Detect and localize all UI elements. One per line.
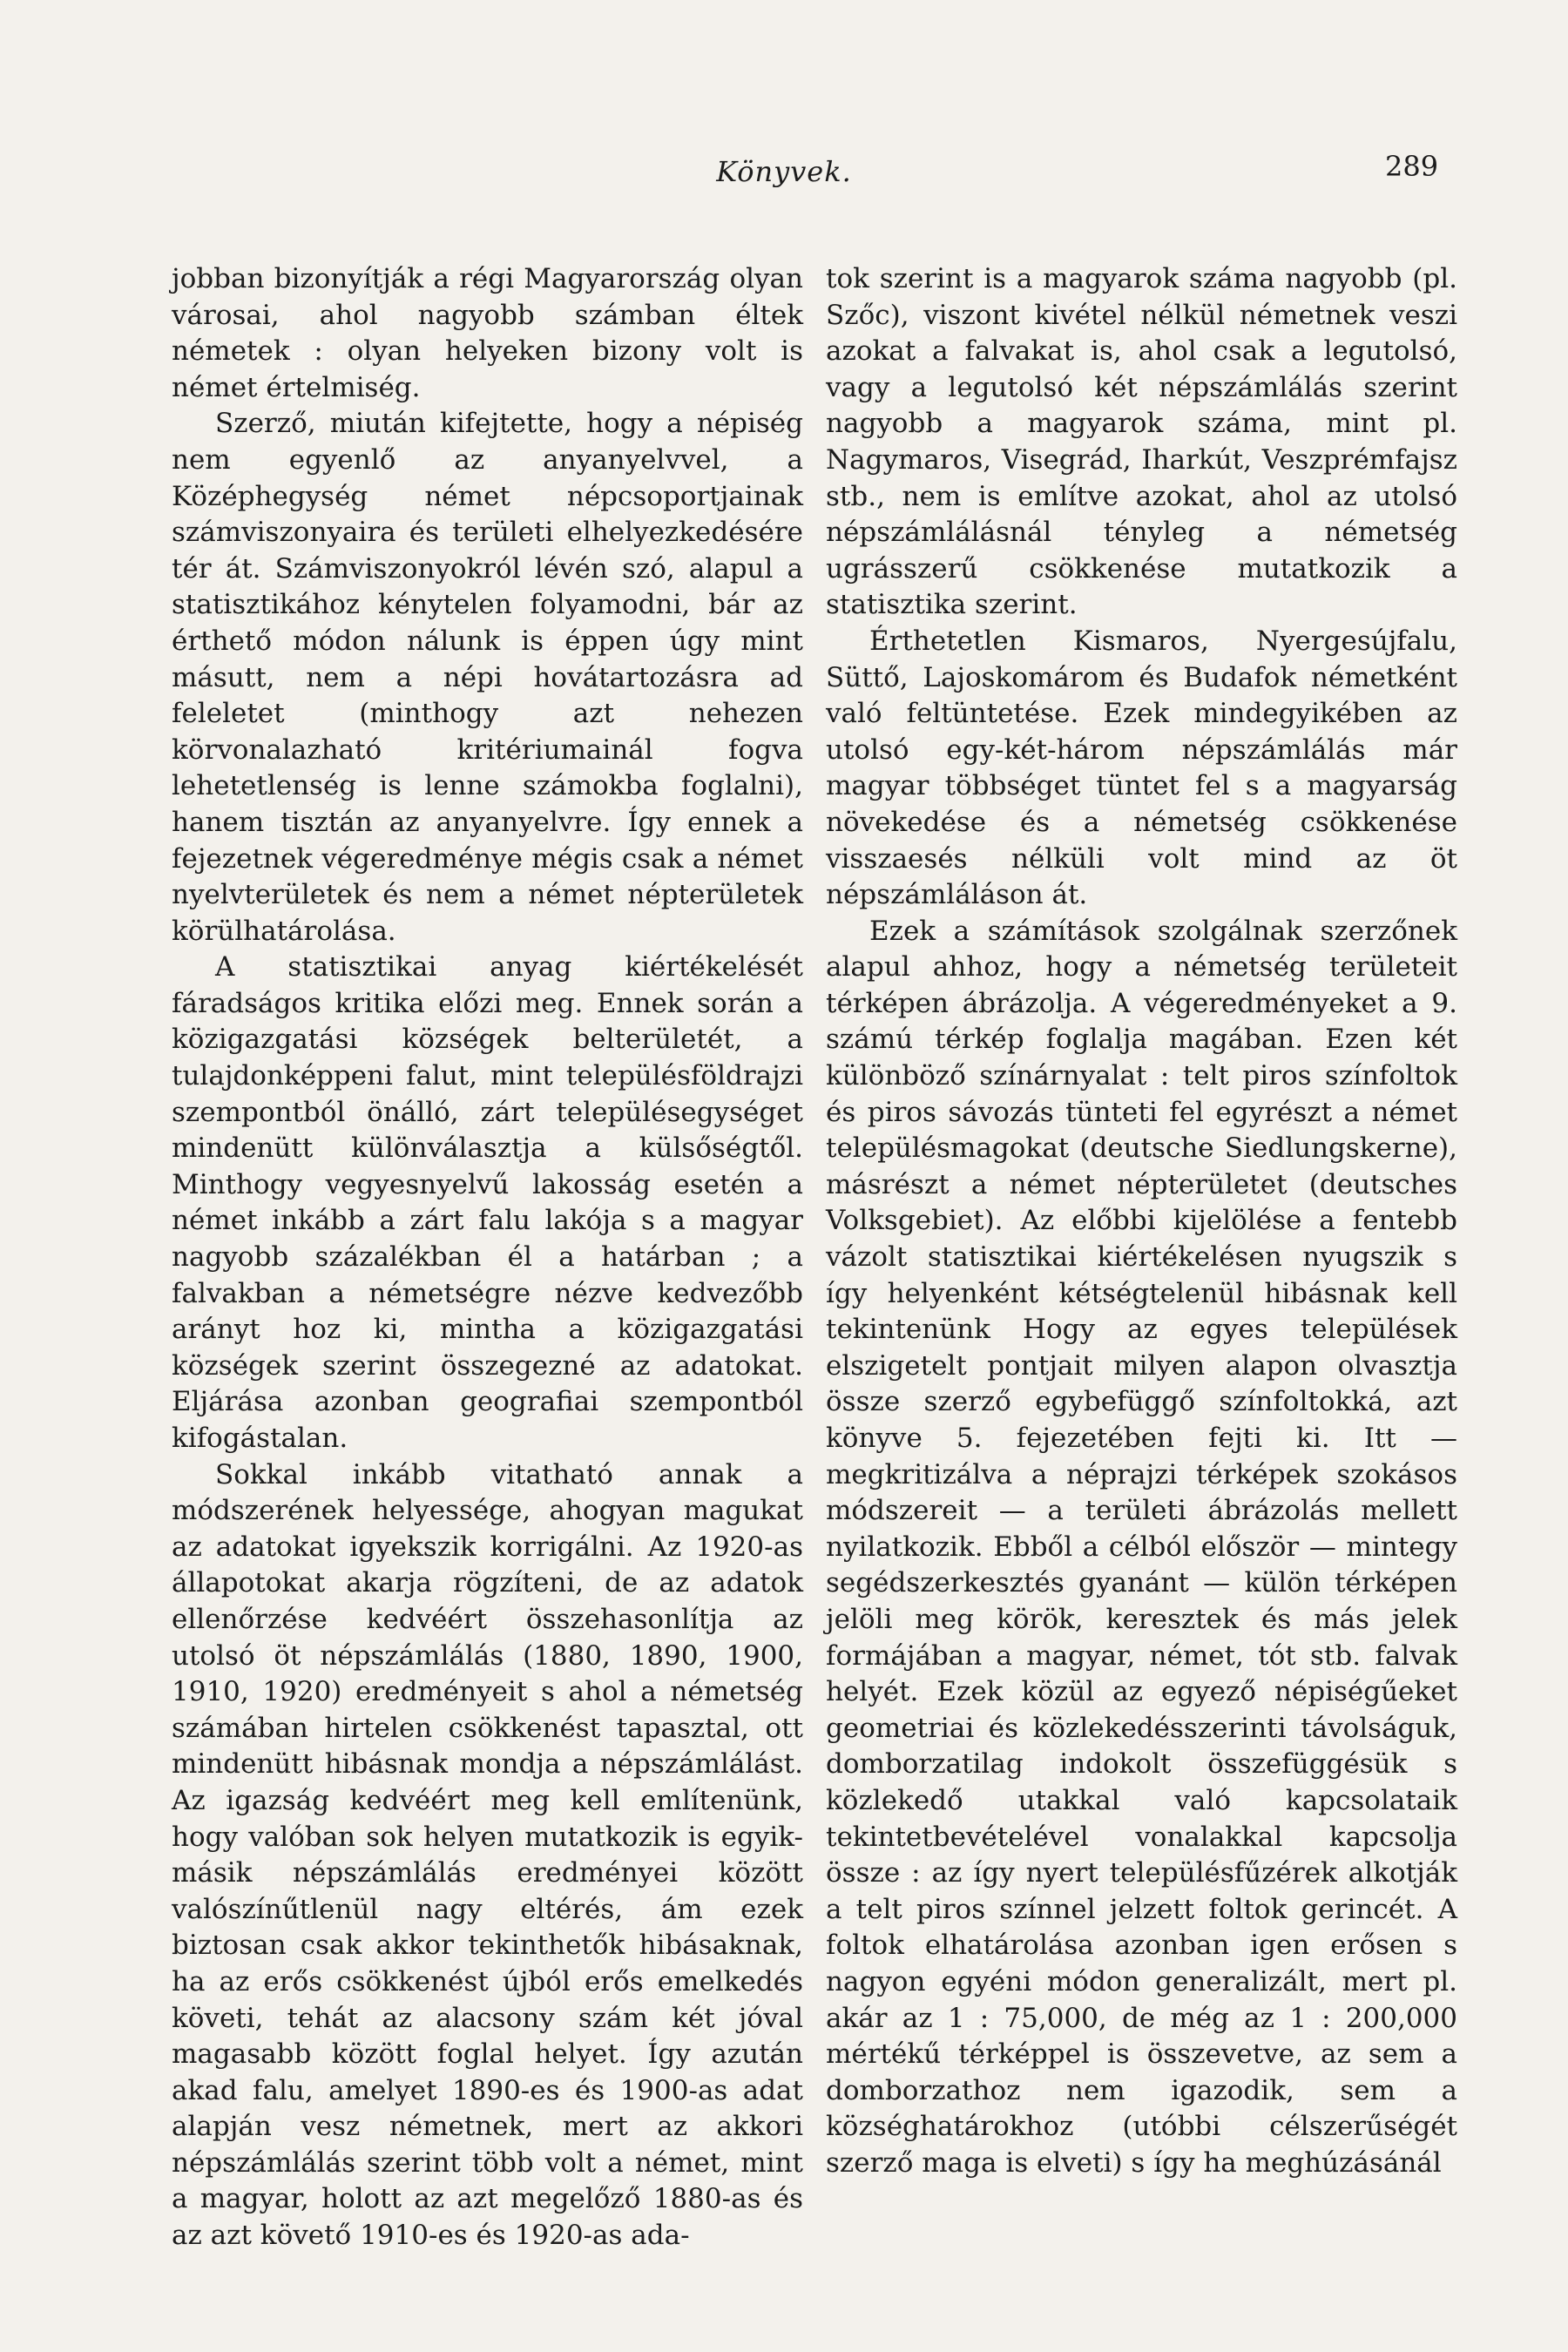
paragraph: A statisztikai anyag kiértékelését fáradságos kritika előzi meg. Ennek során a közigazgatási községek belterületét, a tulajdonképpeni falut, mint településföldrajzi szempontból önálló, zárt településegységet mindenütt különválasztja a külsőségtől. Minthogy vegyesnyelvű lakosság esetén a német inkább a zárt falu lakója s a magyar nagyobb százalékban él a határban ; a falvakban a németségre nézve kedvezőbb arányt hoz ki, mintha a közigazgatási községek szerint összegezné az adatokat. Eljárása azonban geografiai szempontból kifogástalan. — [172, 951, 803, 1454]
running-title: Könyvek. — [716, 155, 852, 188]
paragraph: Érthetetlen Kismaros, Nyergesújfalu, Süttő, Lajoskomárom és Budafok németként való feltüntetése. Ezek mindegyikében az utolsó egy-két-három népszámlálás már magyar többséget tüntet fel s a magyarság növekedése és a németség csökkenése visszaesés nélküli volt mind az öt népszámláláson át. — [826, 625, 1457, 911]
paragraph: tok szerint is a magyarok száma nagyobb (pl. Szőc), viszont kivétel nélkül németnek veszi azokat a falvakat is, ahol csak a legutolsó, vagy a legutolsó két népszámlálás szerint nagyobb a magyarok száma, mint pl. Nagymaros, Visegrád, Iharkút, Veszprémfajsz stb., nem is említve azokat, ahol az utolsó népszámlálásnál tényleg a németség ugrásszerű csökkenése mutatkozik a statisztika szerint. — [826, 263, 1457, 621]
paragraph: Szerző, miután kifejtette, hogy a népiség nem egyenlő az anyanyelvvel, a Középhegység német népcsoportjainak számviszonyaira és területi elhelyezkedésére tér át. Számviszonyokról lévén szó, alapul a statisztikához kénytelen folyamodni, bár az érthető módon nálunk is éppen úgy mint másutt, nem a népi hovátartozásra ad feleletet (minthogy azt nehezen körvonalazható kritériumainál fogva lehetetlenség is lenne számokba foglalni), hanem tisztán az anyanyelvre. Így ennek a fejezetnek végeredménye mégis csak a német nyelvterületek és nem a német népterületek körülhatárolása. — [172, 408, 803, 947]
page-number: 289 — [1385, 150, 1439, 183]
right-column — [826, 261, 1457, 2181]
left-column — [172, 261, 803, 2254]
paragraph: Sokkal inkább vitatható annak a módszerének helyessége, ahogyan magukat az adatokat igyekszik korrigálni. Az 1920-as állapotokat akarja rögzíteni, de az adatok ellenőrzése kedvéért összehasonlítja az utolsó öt népszámlálás (1880, 1890, 1900, 1910, 1920) eredményeit s ahol a németség számában hirtelen csökkenést tapasztal, ott mindenütt hibásnak mondja a népszámlálást. Az igazság kedvéért meg kell említenünk, hogy valóban sok helyen mutatkozik is egyik-másik népszámlálás eredményei között valószínűtlenül nagy eltérés, ám ezek biztosan csak akkor tekinthetők hibásaknak, ha az erős csökkenést újból erős emelkedés követi, tehát az alacsony szám két jóval magasabb között foglal helyet. Így azután akad falu, amelyet 1890-es és 1900-as adat alapján vesz németnek, mert az akkori népszámlálás szerint több volt a német, mint a magyar, holott az azt megelőző 1880-as és az azt követő 1910-es és 1920-as ada- — [172, 1458, 803, 2252]
paragraph: jobban bizonyítják a régi Magyarország olyan városai, ahol nagyobb számban éltek németek : olyan helyeken bizony volt is német értelmiség. — [172, 263, 803, 403]
paragraph: Ezek a számítások szolgálnak szerzőnek alapul ahhoz, hogy a németség területeit térképen ábrázolja. A végeredményeket a 9. számú térkép foglalja magában. Ezen két különböző színárnyalat : telt piros színfoltok és piros sávozás tünteti fel egyrészt a német településmagokat (deutsche Siedlungskerne), másrészt a német népterületet (deutsches Volksgebiet). Az előbbi kijelölése a fentebb vázolt statisztikai kiértékelésen nyugszik s így helyenként kétségtelenül hibásnak kell tekintenünk Hogy az egyes települések elszigetelt pontjait milyen alapon olvasztja össze szerző egybefüggő színfoltokká, azt könyve 5. fejezetében fejti ki. Itt — megkritizálva a néprajzi térképek szokásos módszereit — a területi ábrázolás mellett nyilatkozik. Ebből a célból először — mintegy segédszerkesztés gyanánt — külön térképen jelöli meg körök, keresztek és más jelek formájában a magyar, német, tót stb. falvak helyét. Ezek közül az egyező népiségűeket geometriai és közlekedésszerinti távolságuk, domborzatilag indokolt összefüggésük s közlekedő utakkal való kapcsolataik tekintetbevételével vonalakkal kapcsolja össze : az így nyert településfűzérek alkotják a telt piros színnel jelzett foltok gerincét. A foltok elhatárolása azonban igen erősen s nagyon egyéni módon generalizált, mert pl. akár az 1 : 75,000, de még az 1 : 200,000 mértékű térképpel is összevetve, az sem a domborzathoz nem igazodik, sem a községhatárokhoz (utóbbi célszerűségét szerző maga is elveti) s így ha meghúzásánál — [826, 915, 1457, 2179]
